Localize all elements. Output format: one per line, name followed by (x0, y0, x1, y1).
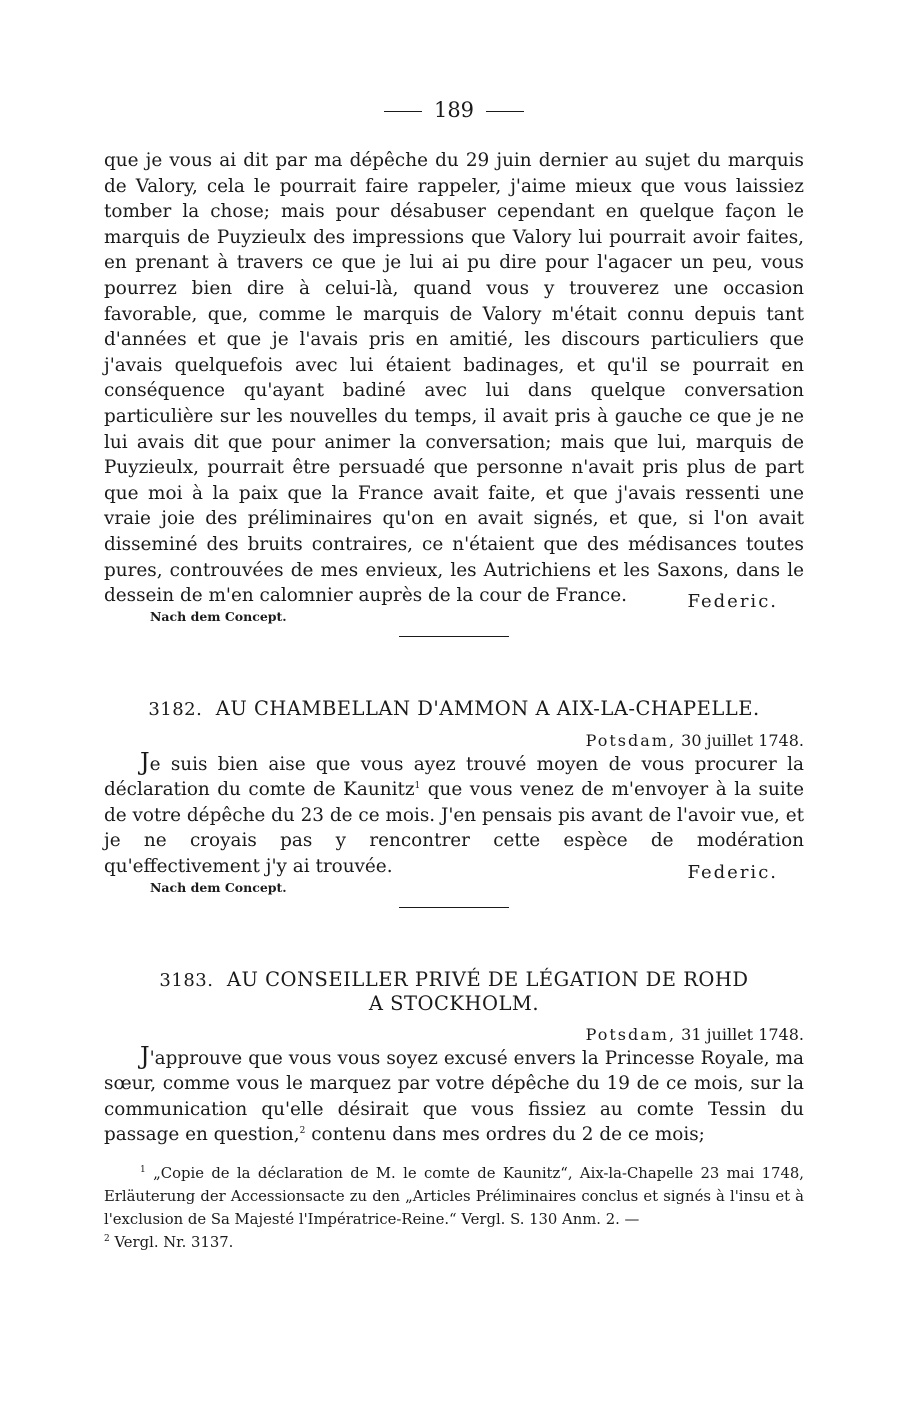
footnote-mark: 2 (104, 1234, 110, 1245)
footnote-ref: 2 (299, 1126, 306, 1137)
letter-title: AU CHAMBELLAN D'AMMON A AIX-LA-CHAPELLE. (215, 696, 760, 720)
dateline (104, 731, 804, 750)
letter-heading-3182 (104, 697, 804, 721)
page-number: 189 (104, 98, 804, 122)
letter-text-b: que vous venez de m'envoyer à la suite de votre dépêche du 23 de ce mois. J'en pensais pis avant de l'avoir vue, et je ne croyais pas y rencontrer cette espèce de modération qu'effectivement j'y ai trouvée. (104, 779, 804, 878)
page (104, 98, 804, 1254)
footnote-1 (104, 1162, 804, 1254)
source-note: Nach dem Concept. (150, 879, 287, 895)
section-divider (399, 636, 509, 637)
initial-letter: J (140, 747, 150, 776)
initial-letter: J (140, 1041, 150, 1070)
signature: Federic. (687, 590, 778, 612)
dash-right (486, 111, 524, 112)
letter-body-3183 (104, 1041, 804, 1148)
dateline-place: Potsdam, (585, 730, 677, 750)
dateline (104, 1025, 804, 1044)
source-note: Nach dem Concept. (150, 608, 287, 624)
continuation-paragraph: que je vous ai dit par ma dépêche du 29 juin dernier au sujet du marquis de Valory, cela le pourrait faire rappeler, j'aime mieux que vous laissiez tomber la chose; mais pour désabuser cependant en quelque façon le marquis de Puyzieulx des impressions que Valory lui pourrait avoir faites, en prenant à travers ce que je lui ai pu dire pour l'agacer un peu, vous pourrez bien dire à celui-là, quand vous y trouverez une occasion favorable, que, comme le marquis de Valory m'était connu depuis tant d'années et que je l'avais pris en amitié, les discours particuliers que j'avais quelquefois avec lui étaient badinages, et qu'il se pourrait en conséquence qu'ayant badiné avec lui dans quelque conversation particulière sur les nouvelles du temps, il avait pris à gauche ce que je ne lui avais dit que pour animer la conversation; mais que lui, marquis de Puyzieulx, pourrait être persuadé que personne n'avait pris plus de part que moi à la paix que la France avait faite, et que j'avais ressenti une vraie joie des préliminaires qu'on en avait signés, et que, si l'on avait disseminé des bruits contraires, ce n'étaient que des médisances toutes pures, controuvées de mes envieux, les Autrichiens et les Saxons, dans le dessein de m'en calomnier auprès de la cour de France. (104, 150, 804, 607)
letter-number: 3183. (159, 969, 214, 991)
dateline-date: 31 juillet 1748. (681, 1024, 804, 1044)
dateline-date: 30 juillet 1748. (681, 730, 804, 750)
signature-row (104, 583, 804, 612)
dateline-place: Potsdam, (585, 1024, 677, 1044)
signature-row (104, 854, 804, 883)
letter-text-a: e suis bien aise que vous ayez trouvé moyen de vous procurer la déclaration du comte de Kaunitz (104, 753, 804, 801)
signature: Federic. (687, 861, 778, 883)
footnote-text: Vergl. Nr. 3137. (114, 1234, 234, 1252)
section-divider (399, 907, 509, 908)
footnote-mark: 1 (140, 1165, 146, 1176)
letter-title-line1: AU CONSEILLER PRIVÉ DE LÉGATION DE ROHD (226, 967, 749, 991)
dash-left (384, 111, 422, 112)
letter-heading-3183 (104, 968, 804, 1015)
footnotes (104, 1162, 804, 1254)
footnote-text: „Copie de la déclaration de M. le comte de Kaunitz“, Aix-la-Chapelle 23 mai 1748, Erläuterung der Accessionsacte zu den „Articles Préliminaires conclus et signés à l'insu et à l'exclusion de Sa Majesté l'Impératrice-Reine.“ Vergl. S. 130 Anm. 2. — (104, 1165, 804, 1229)
letter-text-b: contenu dans mes ordres du 2 de ce mois; (305, 1124, 705, 1146)
letter-title-line2: A STOCKHOLM. (368, 991, 540, 1015)
letter-number: 3182. (148, 698, 203, 720)
footnote-ref: 1 (414, 781, 421, 792)
letter-text-a: 'approuve que vous vous soyez excusé envers la Princesse Royale, ma sœur, comme vous le marquez par votre dépêche du 19 de ce mois, sur la communication qu'elle désirait que vous fissiez au comte Tessin du passage en question, (104, 1047, 804, 1146)
